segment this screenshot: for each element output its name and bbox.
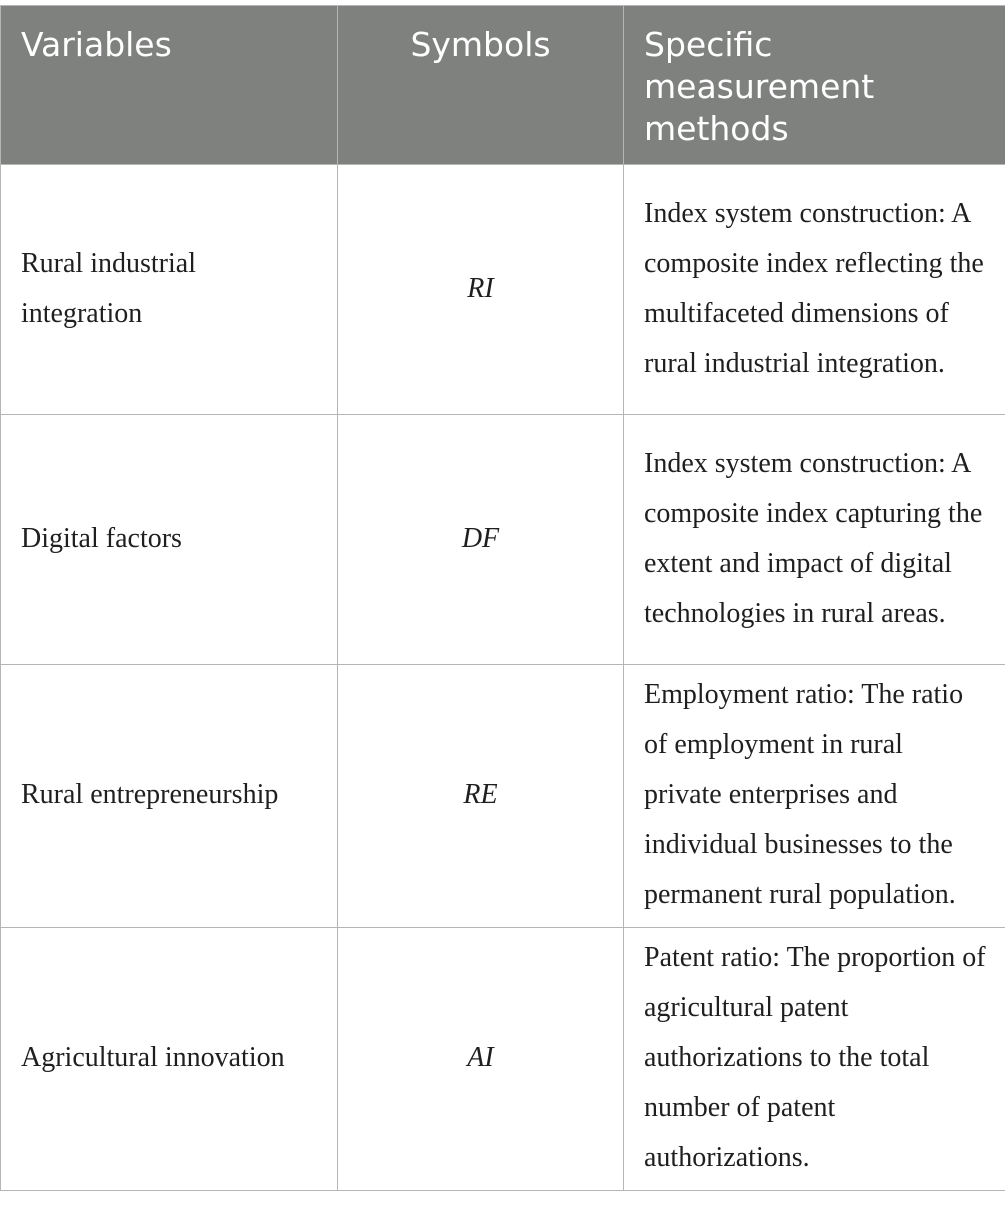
- table-row: [1, 665, 1005, 928]
- table-row: [1, 928, 1005, 1191]
- table-row: [1, 165, 1005, 415]
- method-cell: Index system construction: A composite index reflecting the multifaceted dimensions of rural industrial integration.: [624, 165, 1005, 415]
- variable-cell: Rural entrepreneurship: [1, 665, 338, 928]
- table-body: [1, 165, 1005, 1191]
- variables-table: [0, 5, 1005, 1191]
- symbol-cell: DF: [338, 415, 624, 665]
- header-symbols: Symbols: [338, 6, 624, 165]
- variable-cell: Agricultural innovation: [1, 928, 338, 1191]
- table-row: [1, 415, 1005, 665]
- symbol-cell: AI: [338, 928, 624, 1191]
- method-cell: Index system construction: A composite index capturing the extent and impact of digital technologies in rural areas.: [624, 415, 1005, 665]
- variable-cell: Rural industrial integration: [1, 165, 338, 415]
- variables-table-container: [0, 5, 1005, 1191]
- method-cell: Patent ratio: The proportion of agricultural patent authorizations to the total number of patent authorizations.: [624, 928, 1005, 1191]
- table-header: [1, 6, 1005, 165]
- header-measurement-methods: Specific measurement methods: [624, 6, 1005, 165]
- symbol-cell: RE: [338, 665, 624, 928]
- header-row: [1, 6, 1005, 165]
- header-variables: Variables: [1, 6, 338, 165]
- method-cell: Employment ratio: The ratio of employment in rural private enterprises and individual businesses to the permanent rural population.: [624, 665, 1005, 928]
- variable-cell: Digital factors: [1, 415, 338, 665]
- symbol-cell: RI: [338, 165, 624, 415]
